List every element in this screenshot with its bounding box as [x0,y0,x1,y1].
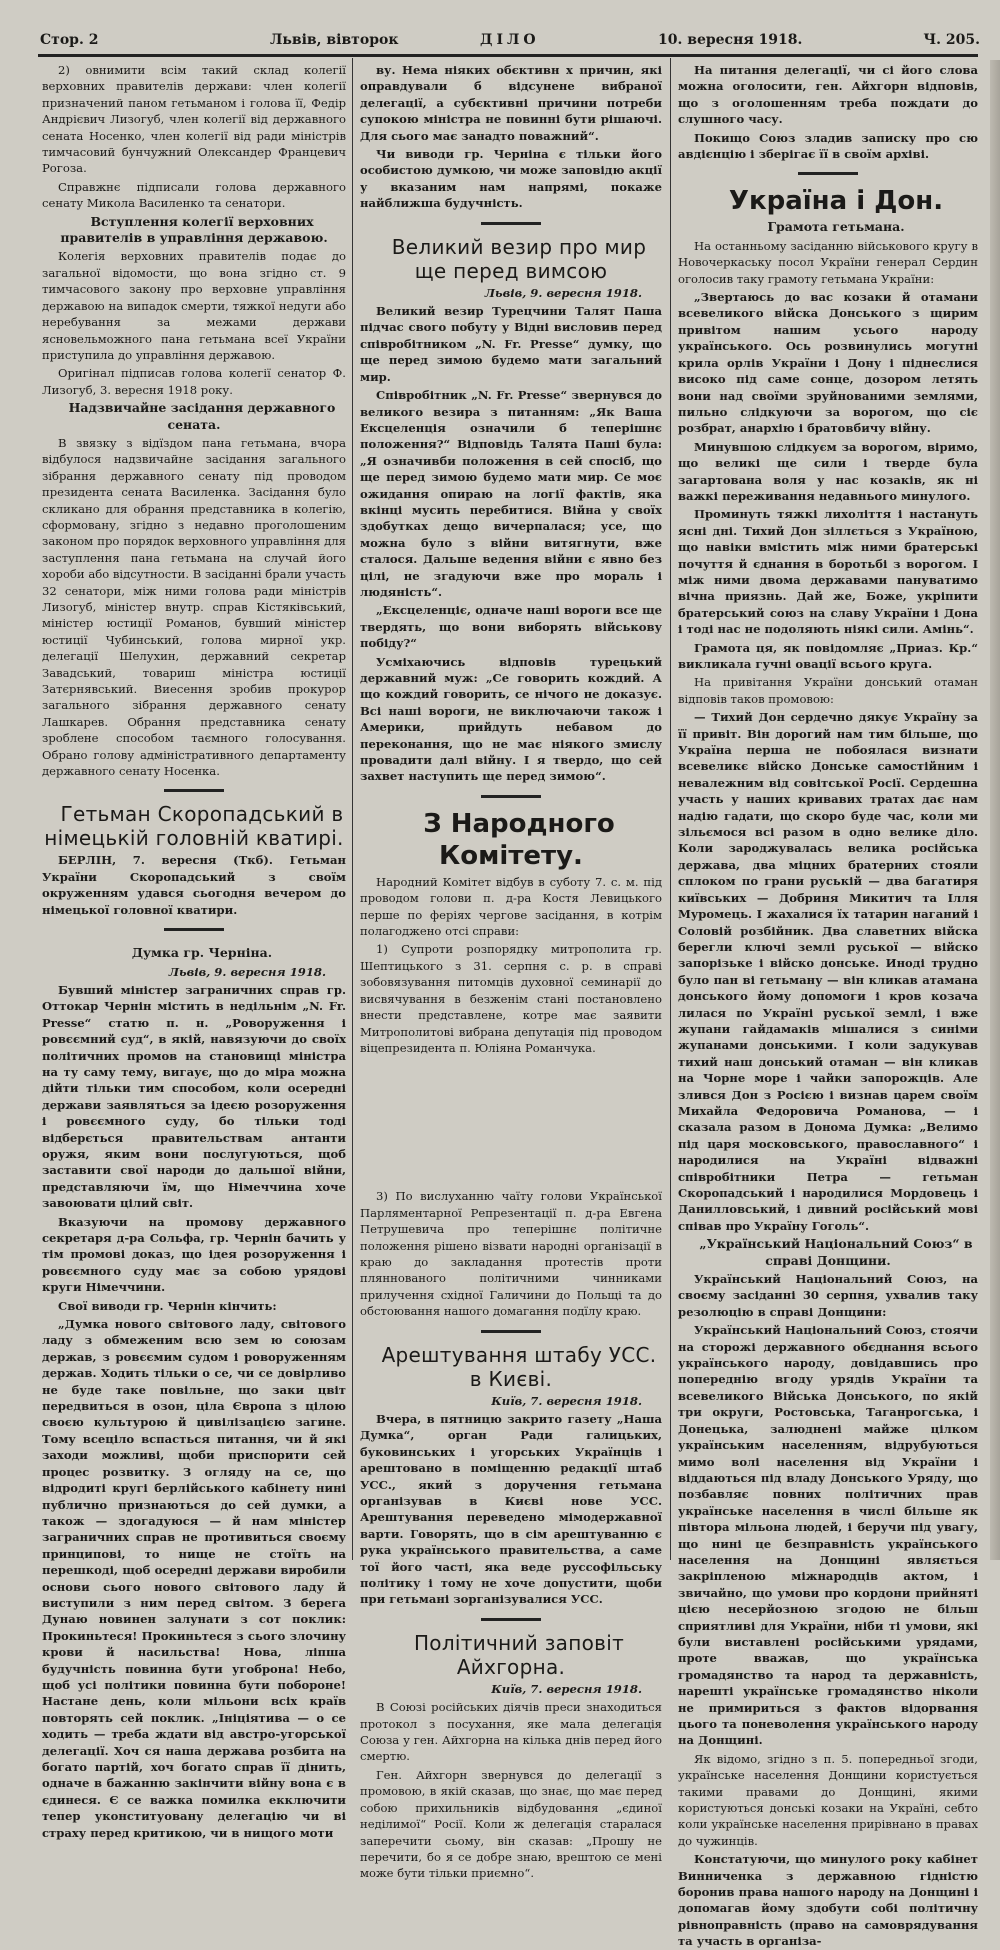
paragraph: Вчера, в пятницю закрито газету „Наша Думка“, орган Ради галицьких, буковинських і угорських Українців і арештовано в поміщенню редакції штаб УСС., який з доручення гетьмана організував в Києві нове УСС. Арештування переведено мімодержавної варти. Говорять, що в сім арештуванню є рука українського правительства, а саме тої його часті, яка веде руссофільську політику і тому не хоче допустити, щоби при гетьмані зорганізувалися УСС. [360,1411,662,1607]
paragraph: Минувшою слідкуєм за ворогом, віримо, що великі ще сили і тверде була загартована воля у нас козаків, як ні важкі переживання недавнього минулого. [678,439,978,503]
section-heading: Вступлення колегії верховних правителів в управління державою. [60,213,328,246]
paragraph: БЕРЛІН, 7. вересня (Ткб). Гетьман України Скоропадський з своїм окруженням удався сьогодня вечером до німецької головної кватири. [42,853,346,917]
paragraph: Український Національний Союз, стоячи на сторожі державного обєднання всього українського народу, довідавшись про попереднію вгоду урядів України та всевеликого Війська Донського, по якій три округи, Ростовська, Таганрогська, і Донецька, залюднені майже цілком українським населенням, відрубуються мимо волі населення від України і віддаються під владу Донського Уряду, що позбавляє повних політичних прав українське населення в числі більше як півтора мільона людей, і беручи під увагу, що нині це безправність українського населення на Донщині являється закріпленою міжнародців актом, і звичайно, що умови про кордони прийняті цією несерйозною згодою не більш сприятливі для України, ніби ті умови, які були виставлені російськими урядами, проте вважав, що українська громадянство та народ та державність, нарешті українське громадянство ніколи не примириться з фактов відорвання цього та поневолення українського народу на Донщині. [678,1323,978,1748]
dateline: Львів, 9. вересня 1918. [168,964,326,979]
column-3 [678,62,978,1949]
paragraph: В звязку з відїздом пана гетьмана, вчора відбулося надзвичайне засідання загального зібрання державного сенату під проводом президента сената Василенка. Засідання було скликано для обрання представника в колегію, сформовану, згідно з недавно проголошеним законом про порядок верховного управління для заступлення пана гетьмана на случай його хороби або відсутности. В засіданні брали участь 32 сенатори, між ними голова ради міністрів Лизогуб, міністер внутр. справ Кістяківський, міністер юстиції Романов, бувший міністер юстиції Чубинський, голова мирної укр. делегації Шелухин, державний секретар Завадський, товариш міністра юстиції Затєрнявський. Виесення зробив прокурор загального зібрання державного сенату Лашкарев. Обрання представника сенату зроблене способом таємного голосування. Обрано голову адміністративного департаменту державного сенату Носенка. [42,435,346,779]
paragraph: Великий везир Турецчини Талят Паша підчас свого побуту у Відні висловив перед співробітником „N. Fr. Presse“ думку, що ще перед зимою будемо мати загальний мир. [360,304,662,384]
separator [164,789,224,792]
article-subheading: Грамота гетьмана. [767,219,905,235]
paragraph: Свої виводи гр. Чернін кінчить: [58,1298,277,1313]
paragraph: „Ексцеленціє, одначе наші вороги все ще твердять, що вони виборять військову побіду?“ [360,603,662,651]
article-heading: Думка гр. Черніна. [131,945,273,961]
paragraph: Український Національний Союз, на своєму засіданні 30 серпня, ухвалив таку резолюцію в справі Донщини: [678,1272,978,1319]
dateline: Київ, 7. вересня 1918. [491,1393,642,1408]
separator [481,1618,541,1621]
paragraph: Грамота ця, як повідомляє „Приаз. Кр.“ викликала гучні овації всього круга. [678,640,978,671]
article-heading: Україна і Дон. [728,186,944,217]
paragraph: „Думка нового світового ладу, світового ладу з обмеженим всю зем ю союзам держав, з ровєємим судом і роворуженням держав. Ходить тільки о се, чи се довірливо не буде таке повільне, що заки цвіт передвиться в озон, ціла Європа з цілою своєю культурою й цивілізацією загине. Тому всеціло вспасться питання, чи й які заходи можливі, щоби приспорити сей процес розвитку. З огляду на се, що відродиті кругі берлійського кабінету нині публично признаються до сей думки, а також — здогадуюся — й нам міністер заграничних справ не противиться своєму принципові, то нище не стоїть на перешкоді, щоб осередні держави виробили основи сього нового світового ладу й виступили з ним перед світом. З берега Дунаю новинен залунати з сот поклик: Прокиньтеся! Прокиньтеся з сього злочину крови й насильства! Нова, ліпша будучність повинна бути угоброна! Небо, щоб усі політики повинна бути побороне! Настане день, коли мільони всіх країв повторять сей поклик. „Ініціятива — о се ходить — треба ждати від австро-угорської делегації. Хоч ся наша держава розбита на богато партій, хоч богато справ її дінить, одначе в бажанню закінчити війну вона є в єдинеся. Є се важка помилка екключити тепер уконституовану делегацію чи ві страху перед критикою, чи в нищого моти [42,1317,346,1840]
header-rule [38,54,978,57]
paragraph: На останньому засіданню військового кругу в Новочеркаську посол України генерал Сердин оголосив таку грамоту гетьмана України: [678,238,978,286]
separator [164,928,224,931]
column-1 [42,62,346,1840]
paragraph: 3) По вислуханню чаїту голови Української Парляментарної Репрезентації п. д-ра Евгена Петрушевича про теперішнє політичне положення рішено візвати народні організації в краю до закладання протестів проти пляннованого політичними чинниками прилучення східної Галичини до Польщі та до обстоювання нашого домагання подїлу краю. [360,1189,662,1319]
paragraph: Бувший міністер заграничних справ гр. Оттокар Чернін містить в недільнім „N. Fr. Presse“ статю п. н. „Роворуження і ровєємний суд“, в якій, навязуючи до своїх політичних промов на становищі міністра на ту саму тему, вигаує, що до міра можна дійти тільки тим способом, коли осередні держави заявляться за ідеєю розоруження і ровєємного суду, бо тільки тоді відберється правительствам антанти оружя, яким вони послугуються, щоб заставити свої народи до дальшої війни, представляючи їм, що Німеччина хоче завоювати цілий світ. [42,982,346,1211]
column-divider [670,58,671,1560]
blank-space [360,1058,662,1188]
paragraph: ву. Нема ніяких обєктивн х причин, які оправдували б відсунене вибраної делегації, а субєктивні причини потреби супокою міністра не повинні бути рішаючі. Для сього має занадто поважний“. [360,63,662,143]
paragraph: Народний Комітет відбув в суботу 7. с. м. під проводом голови п. д-ра Костя Левицького перше по феріях чергове засідання, в котрім полагоджено отсі справи: [360,874,662,939]
place-day: Львів, вівторок [270,32,399,48]
paragraph: Справжнє підписали голова державного сенату Микола Василенко та сенатори. [42,179,346,211]
paragraph: 1) Супроти розпорядку митрополита гр. Шептицького з 31. серпня с. р. в справі зобовязування питомців духовної семинарії до висвячування в безженім стані постановлено внести представлене, котре має заявити Митрополитові вибрана депутація під проводом віцепрезидента п. Юліяна Романчука. [360,942,662,1055]
paragraph: — Тихий Дон сердечно дякує Україну за її привіт. Він дорогий нам тим більше, що Україна перша не побоялася визнати всевеликє війско Донське самостійним і невалежним від совітської Росії. Сердешна участь у наших кривавих тратах дає нам надію гадати, що скоро буде час, коли ми зільємося всі разом в одно велике діло. Коли зароджувалась велика російська держава, два міцних братерних стояли сплоком по грани руській — два багатиря київських — Добриня Микитич та Ілля Муромець. І жахалися їх татарин наганий і Соловій розбійник. Два славетних війска берегли ключі землі руської — війско запорізьке і війско донське. Иноді трудно було пан ві гетьману — він кликав атамана донського йому допомоги і кров козача лилася по Україні руської землі, і вже жупани гайдамаків мішалися з синіми жупанами донськими. І коли задукував тихий наш донський отаман — він кликав на Чорне море і чайки запорожців. Але злився Дон з Росією і визнав царем своїм Михайла Федоровича Романова, — і сказала разом в Донома Думка: „Велимо під царя московського, православного“ і народилися на Україні відважні співробітники Петра — гетьман Скоропадський і народилися Мордовець і Данилловський, і дивний російський мові співав про Україну Гоголь“. [678,710,978,1233]
article-heading: Політичний заповіт Айхгорна. [413,1630,625,1679]
paragraph: „Звертаюсь до вас козаки й отамани всевеликого війска Донського з щирим привітом нашим усього народу українського. Ось розвинулись могутні крила орлів України і Дону і піднеслися високо під саме сонце, дозором летять вони над своїми зруйнованими землями, пильно слідкуючи за ворогом, що сіє розбрат, анархію і братовбичу війну. [678,290,978,436]
paragraph: Чи виводи гр. Черніна є тільки його особистою думкою, чи може заповідю акції у вказаним нам напрямі, покаже найближша будучність. [360,147,662,211]
page-edge [990,60,1000,1560]
paragraph: Покищо Союз зладив записку про сю авдієнцію і зберігає її в своїм архіві. [678,130,978,162]
paragraph: Ген. Айхгорн звернувся до делегації з промовою, в якій сказав, що знає, що має перед собою прихильників відбудовання „єдиної неділимої“ Росії. Коли ж делегація старалася заперечити сьому, він сказав: „Прошу не перечити, бо я се добре знаю, врештою се мені може бути тільки приємно“. [360,1767,662,1881]
article-heading: З Народного Комітету. [423,808,615,871]
article-heading: Великий везир про мир ще перед вимсою [391,234,647,283]
dateline: Київ, 7. вересня 1918. [491,1681,642,1696]
paragraph: Оригінал підписав голова колегії сенатор Ф. Лизогуб, 3. вересня 1918 року. [42,366,346,397]
issue-date: 10. вересня 1918. [658,32,803,48]
article-heading: Гетьман Скоропадський в німецькій головній кватирі. [44,802,344,851]
paragraph: На привітання України донський отаман відповів таков промовою: [678,675,978,706]
paragraph: 2) oвнимити всім такий склад колегії верховних правителів держави: член колегії призначений паном гетьманом і голова її, Федір Андрієвич Лизогуб, член колегії від державного сената Носенко, член колегії від ради міністрів тимчасовий бунчужний Олександер Францевич Рогоза. [42,63,346,176]
paragraph: Вказуючи на промову державного секретаря д-ра Сольфа, гр. Чернін бачить у тім промові доказ, що ідея розоруження і ровєємного суду має за собою урядові круги Німеччини. [42,1214,346,1295]
paragraph: На питання делегації, чи сі його слова можна оголосити, ген. Айхгорн відповів, що з оголошенням треба пождати до слушного часу. [678,63,978,127]
separator [798,172,858,175]
paragraph: В Союзі російських діячів преси знаходиться протокол з посухання, яке мала делегація Союза у ген. Айхгорна на кілька днів перед його смертю. [360,1700,662,1764]
separator [481,1330,541,1333]
article-heading: Арештування штабу УСС. в Києві. [381,1342,657,1391]
page-number: Стор. 2 [40,32,99,48]
paragraph: Співробітник „N. Fr. Presse“ звернувся до великого везира з питанням: „Як Ваша Ексцеленція означили б теперішнє положення?“ Відповідь Талята Паші була: „Я означивби положення в сей спосіб, що ще перед зимою будемо мати мир. Се моє ожидання опираю на логії фактів, яка вкінці мусить перебитися. Війна у своїх здобутках дещо вичерпалася; усе, що можна було з війни витягнути, вже сталося. Дальше ведення війни є явно без цілі, не згадуючи вже про мораль і людяність“. [360,388,662,599]
issue-number: Ч. 205. [923,32,980,48]
dateline: Львів, 9. вересня 1918. [484,285,642,300]
separator [481,222,541,225]
paragraph: Як відомо, згідно з п. 5. попередньої згоди, українське населення Донщини користується такими правами до Донщині, якими користуються донські козаки на Україні, себто коли українське населення прирівнано в правах до чужинців. [678,1751,978,1848]
paragraph: Усміхаючись відповів турецький державний муж: „Се говорить кождий. А що кождий говорить, се нічого не доказує. Всі наші вороги, не виключаючи також і Америки, прийдуть небавом до переконання, що не має ніякого змислу провадити далі війну. І я твердо, що сей захвет наступить ще перед зимою“. [360,654,662,784]
separator [481,795,541,798]
paragraph: Колегія верховних правителів подає до загальної відомости, що вона згідно ст. 9 тимчасового закону про верховне управління державою на випадок смерти, тяжкої недуги або неребування за межами держави ясновельможного пана гетьмана всеї України приступила до управління державою. [42,249,346,362]
newspaper-title: ДІЛО [480,32,540,48]
section-heading: „Український Національний Союз“ в справі Донщини. [699,1236,973,1268]
column-divider [352,58,353,1560]
section-heading: Надзвичайне засідання державного сената. [68,400,336,432]
paragraph: Проминуть тяжкі лихоліття і настануть ясні дні. Тихий Дон зіллється з Україною, що навіки вмістить між ними братерські почуття й єднання в боротьбі з ворогом. І між ними двома державами пануватимо вічна приязнь. Дай же, Боже, укріпити братерський союз на славу України і Дона і тоді нас не подоляють ніякі сили. Амінь“. [678,507,978,637]
paragraph: Констатуючи, що минулого року кабінет Винниченка з державною гідністю боронив права нашого народу на Донщині і допомагав йому здобути собі політичну рівноправність (право на самоврядування та участь в організа- [678,1852,978,1949]
column-2 [360,62,662,1881]
page-header [40,30,980,54]
